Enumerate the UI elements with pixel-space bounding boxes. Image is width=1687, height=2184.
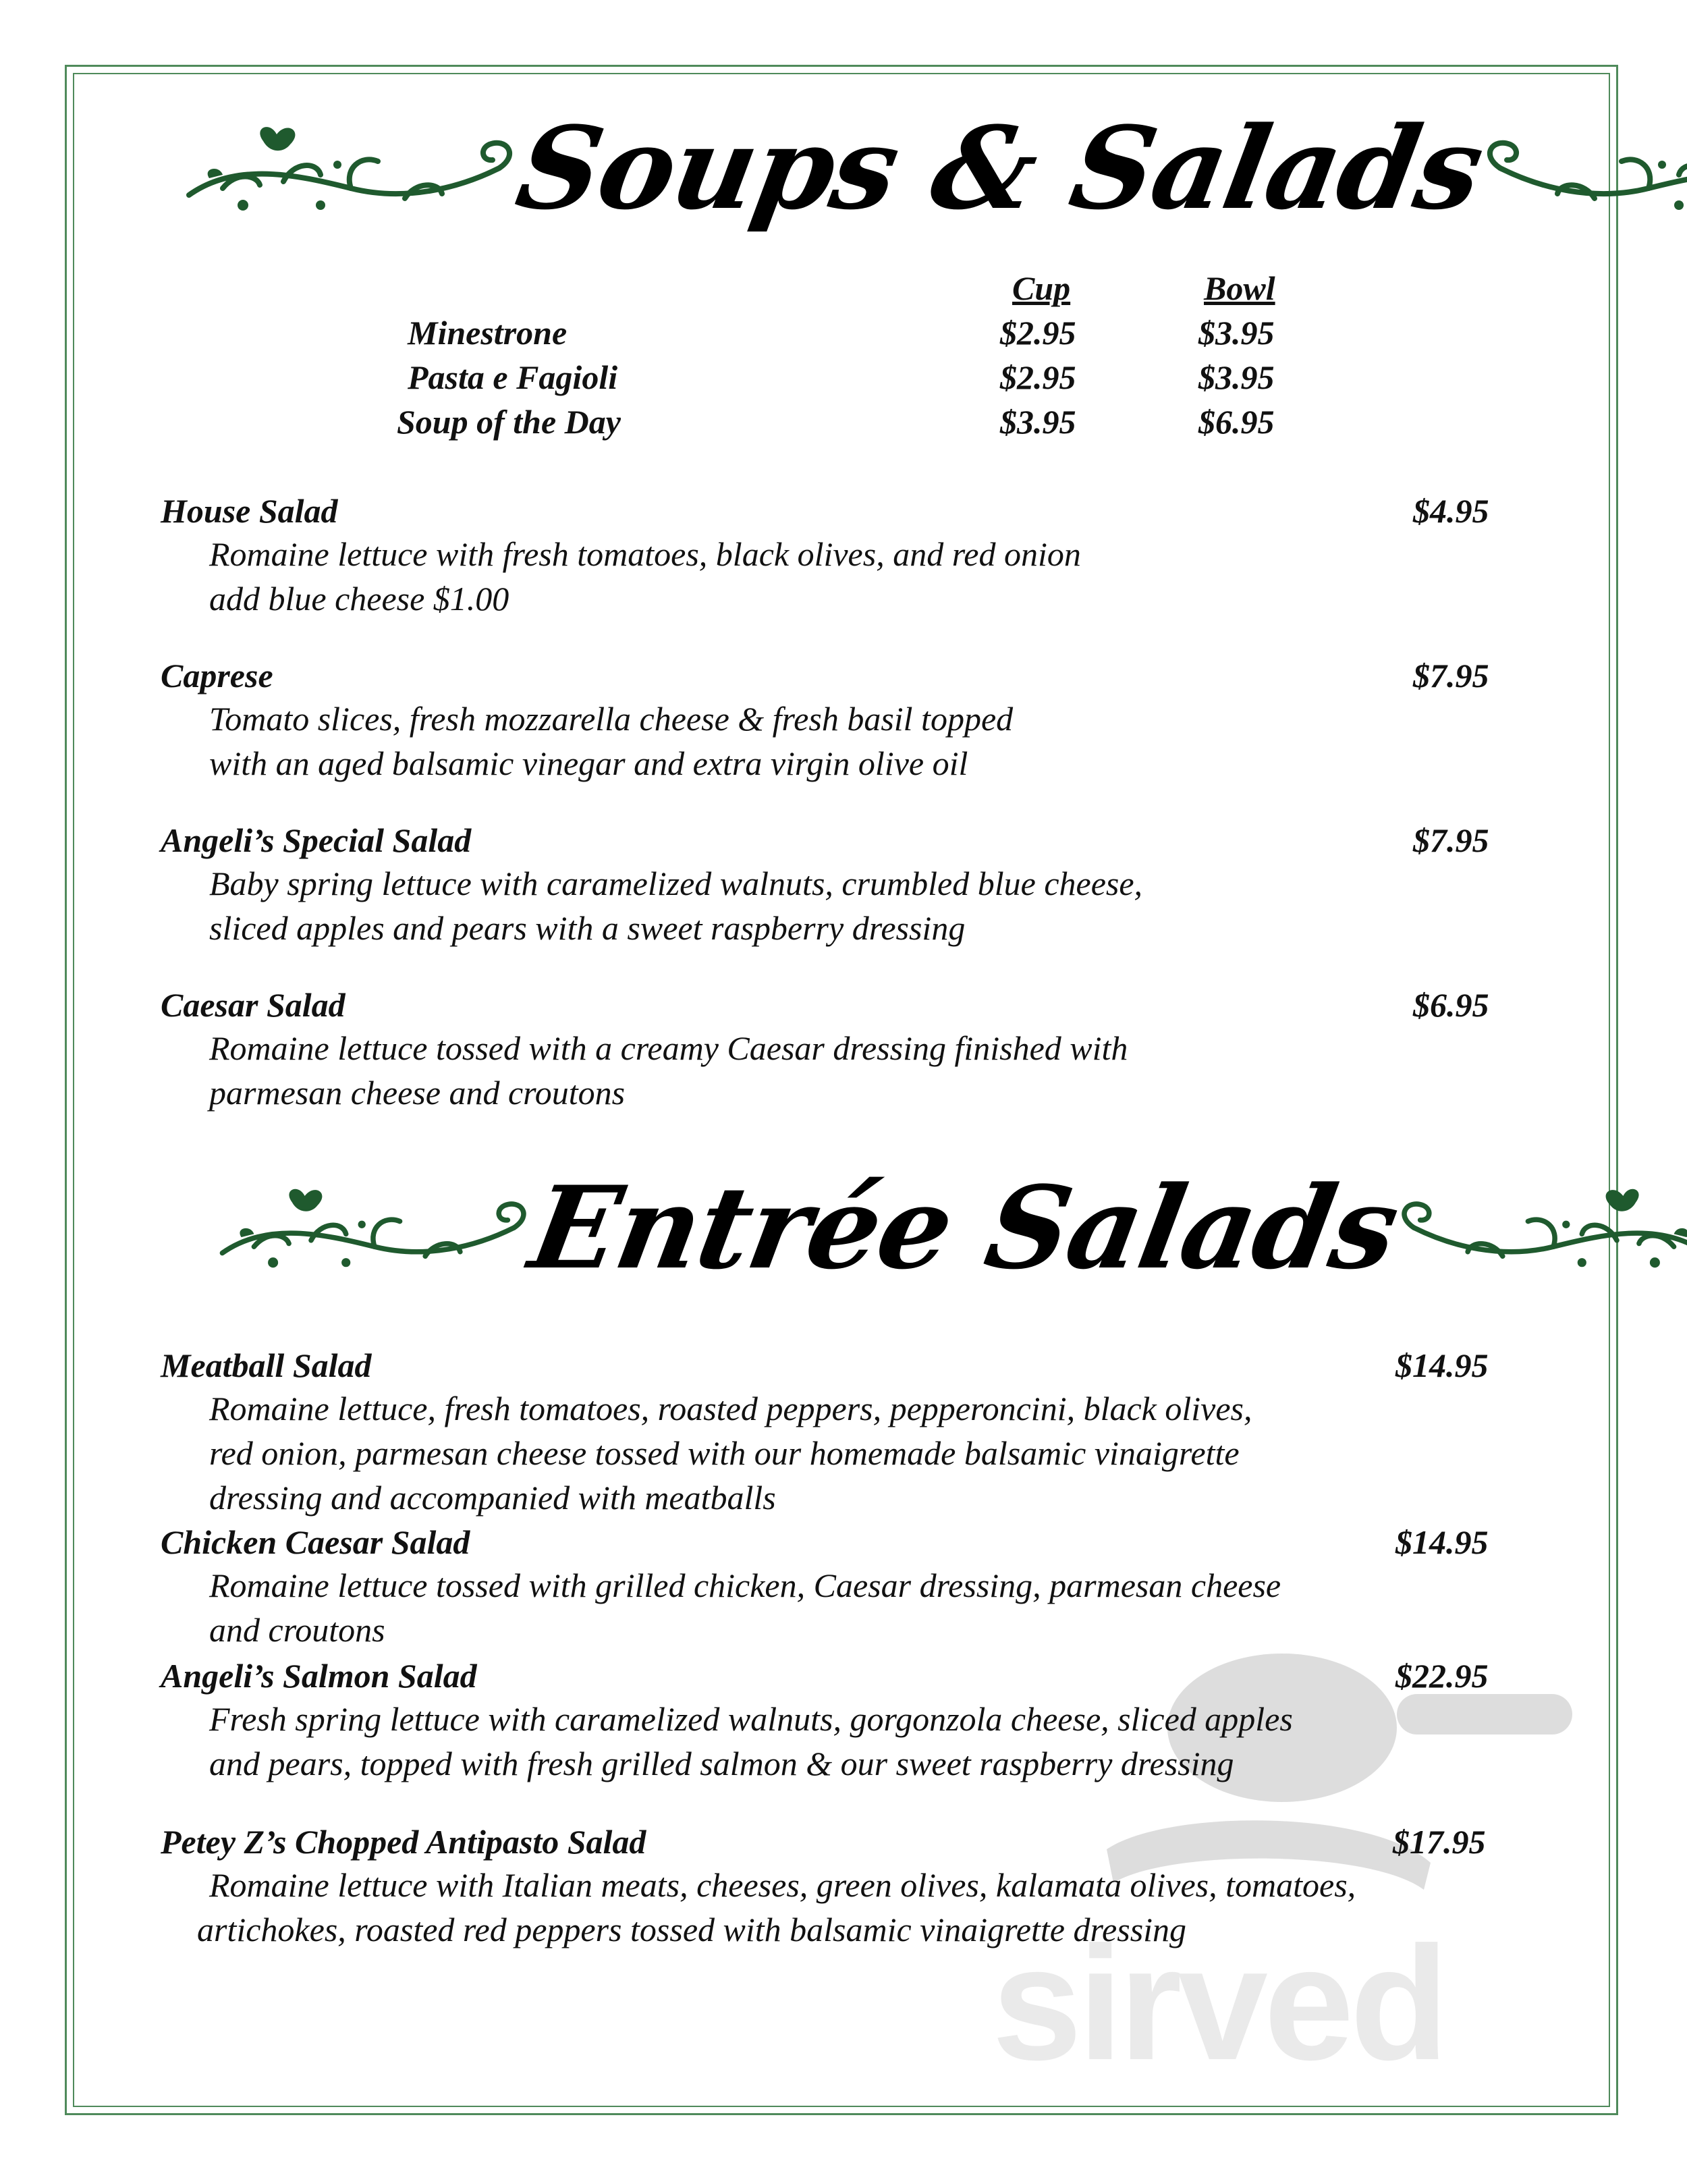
soup-cup-price: $2.95: [1000, 358, 1076, 396]
menu-item-price: $22.95: [1395, 1657, 1489, 1695]
menu-item-description: Romaine lettuce tossed with grilled chicken, Caesar dressing, parmesan cheese: [209, 1566, 1281, 1604]
menu-item-name: Angeli’s Salmon Salad: [161, 1657, 477, 1695]
menu-item-price: $4.95: [1413, 492, 1489, 530]
menu-item-description: and croutons: [209, 1611, 385, 1649]
vine-flourish-right-icon: [1480, 114, 1687, 222]
menu-item-description: red onion, parmesan cheese tossed with our homemade balsamic vinaigrette: [209, 1434, 1240, 1472]
menu-item-name: Angeli’s Special Salad: [161, 821, 472, 859]
menu-item-description: Baby spring lettuce with caramelized walnuts, crumbled blue cheese,: [209, 865, 1143, 902]
menu-item-name: Petey Z’s Chopped Antipasto Salad: [161, 1823, 646, 1861]
menu-item-name: Caesar Salad: [161, 986, 345, 1024]
menu-item-name: Chicken Caesar Salad: [161, 1523, 470, 1561]
soup-bowl-price: $6.95: [1198, 403, 1275, 441]
menu-item-price: $7.95: [1413, 821, 1489, 859]
watermark-text: sirved: [992, 1913, 1445, 2094]
menu-item-description: and pears, topped with fresh grilled salmon & our sweet raspberry dressing: [209, 1745, 1234, 1782]
menu-item-description: Romaine lettuce with Italian meats, cheeses, green olives, kalamata olives, tomatoes,: [209, 1866, 1356, 1904]
menu-item-description: Tomato slices, fresh mozzarella cheese & fresh basil topped: [209, 700, 1014, 738]
menu-item-description: Romaine lettuce, fresh tomatoes, roasted peppers, pepperoncini, black olives,: [209, 1390, 1252, 1427]
soups-salads-title: Soups & Salads: [507, 101, 1492, 235]
soup-bowl-price: $3.95: [1198, 358, 1275, 396]
menu-item-name: Caprese: [161, 657, 273, 694]
soup-name: Minestrone: [408, 314, 568, 352]
vine-flourish-right-icon: [1395, 1174, 1687, 1282]
menu-item-price: $6.95: [1413, 986, 1489, 1024]
soup-name: Soup of the Day: [397, 403, 621, 441]
soup-name: Pasta e Fagioli: [408, 358, 618, 396]
menu-item-name: Meatball Salad: [161, 1346, 372, 1384]
menu-item-price: $7.95: [1413, 657, 1489, 694]
cup-column-header: Cup: [1012, 269, 1071, 307]
menu-item-description: artichokes, roasted red peppers tossed with balsamic vinaigrette dressing: [197, 1911, 1187, 1948]
menu-item-description: sliced apples and pears with a sweet raspberry dressing: [209, 909, 966, 947]
soup-bowl-price: $3.95: [1198, 314, 1275, 352]
menu-item-description: dressing and accompanied with meatballs: [209, 1479, 776, 1517]
menu-item-name: House Salad: [161, 492, 338, 530]
menu-item-description: Romaine lettuce tossed with a creamy Caesar dressing finished with: [209, 1029, 1128, 1067]
bowl-column-header: Bowl: [1204, 269, 1275, 307]
menu-item-price: $17.95: [1393, 1823, 1486, 1861]
menu-item-description: Fresh spring lettuce with caramelized walnuts, gorgonzola cheese, sliced apples: [209, 1700, 1293, 1738]
entree-salads-header: [216, 1161, 1687, 1294]
vine-flourish-left-icon: [182, 114, 520, 222]
vine-flourish-left-icon: [216, 1174, 533, 1282]
entree-salads-title: Entrée Salads: [521, 1161, 1407, 1294]
menu-item-description: add blue cheese $1.00: [209, 580, 509, 618]
menu-item-description: with an aged balsamic vinegar and extra virgin olive oil: [209, 744, 968, 782]
soup-cup-price: $3.95: [1000, 403, 1076, 441]
soups-salads-header: [182, 101, 1687, 235]
menu-item-price: $14.95: [1395, 1346, 1489, 1384]
menu-item-description: Romaine lettuce with fresh tomatoes, black olives, and red onion: [209, 535, 1081, 573]
soup-cup-price: $2.95: [1000, 314, 1076, 352]
menu-item-description: parmesan cheese and croutons: [209, 1074, 626, 1112]
menu-item-price: $14.95: [1395, 1523, 1489, 1561]
